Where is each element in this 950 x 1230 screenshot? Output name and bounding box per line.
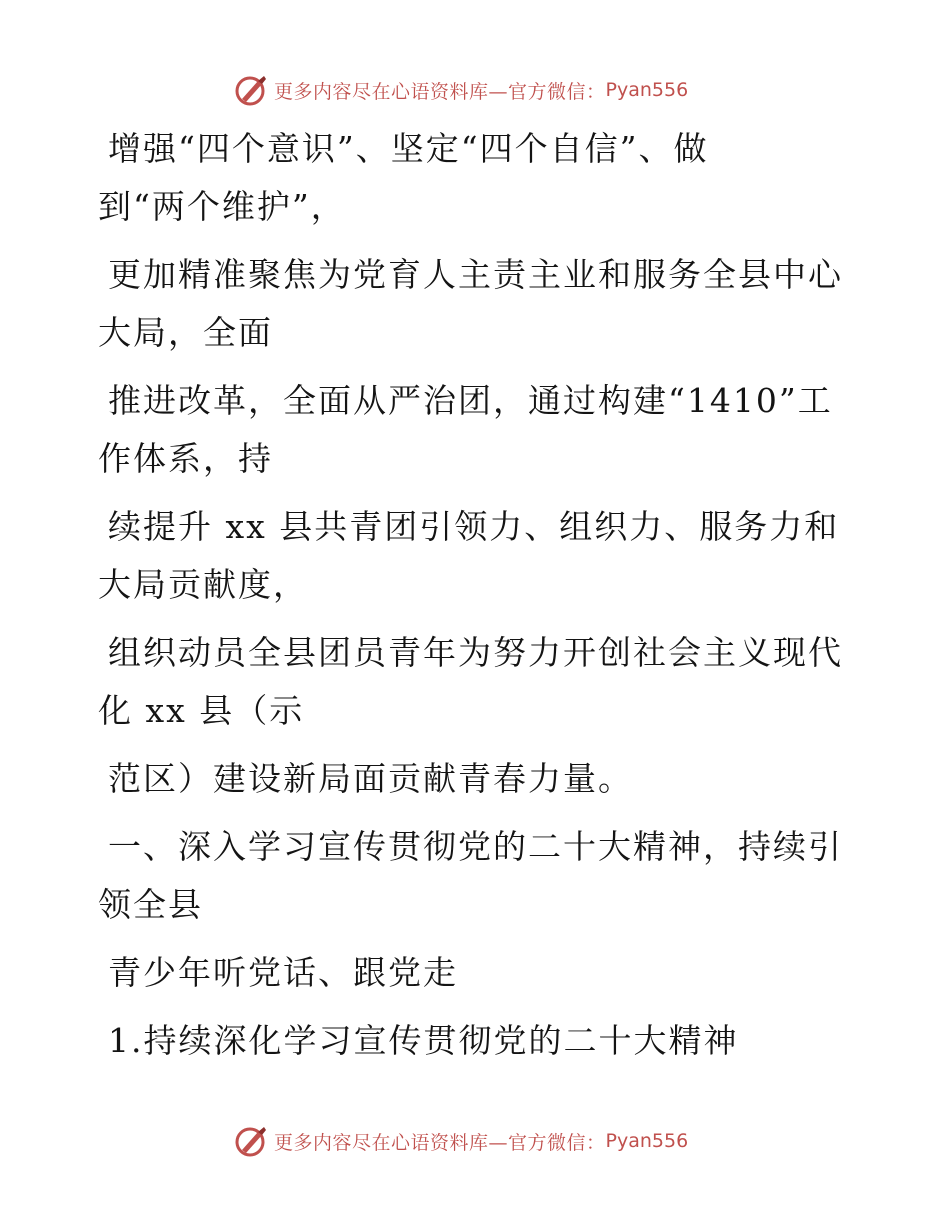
document-body bbox=[98, 120, 843, 1070]
body-line: 增强“四个意识”、坚定“四个自信”、做 bbox=[108, 129, 709, 168]
body-line: 推进改革，全面从严治团，通过构建“1410”工 bbox=[108, 381, 833, 420]
body-line: 作体系，持 bbox=[98, 439, 273, 478]
watermark-text: 更多内容尽在心语资料库—官方微信： bbox=[274, 80, 606, 103]
footer-watermark bbox=[234, 1123, 688, 1159]
watermark-handle: Pyan556 bbox=[605, 1130, 689, 1152]
pen-logo-icon bbox=[234, 1124, 268, 1158]
watermark-text: 更多内容尽在心语资料库—官方微信： bbox=[274, 1131, 606, 1154]
section-heading: 领全县 bbox=[98, 885, 203, 924]
body-line: 到“两个维护”， bbox=[98, 187, 346, 226]
body-line: 更加精准聚焦为党育人主责主业和服务全县中心 bbox=[108, 255, 843, 294]
section-heading: 一、深入学习宣传贯彻党的二十大精神，持续引 bbox=[108, 827, 843, 866]
body-line: 大局，全面 bbox=[98, 313, 273, 352]
section-heading: 青少年听党话、跟党走 bbox=[108, 953, 458, 992]
body-line: 续提升 xx 县共青团引领力、组织力、服务力和 bbox=[108, 507, 840, 546]
subsection-heading: 1.持续深化学习宣传贯彻党的二十大精神 bbox=[108, 1021, 739, 1060]
pen-logo-icon bbox=[234, 73, 268, 107]
watermark-handle: Pyan556 bbox=[605, 79, 689, 101]
body-line: 范区）建设新局面贡献青春力量。 bbox=[108, 759, 633, 798]
header-watermark bbox=[234, 72, 688, 108]
body-line: 组织动员全县团员青年为努力开创社会主义现代 bbox=[108, 633, 843, 672]
body-line: 大局贡献度， bbox=[98, 565, 308, 604]
body-line: 化 xx 县（示 bbox=[98, 691, 305, 730]
